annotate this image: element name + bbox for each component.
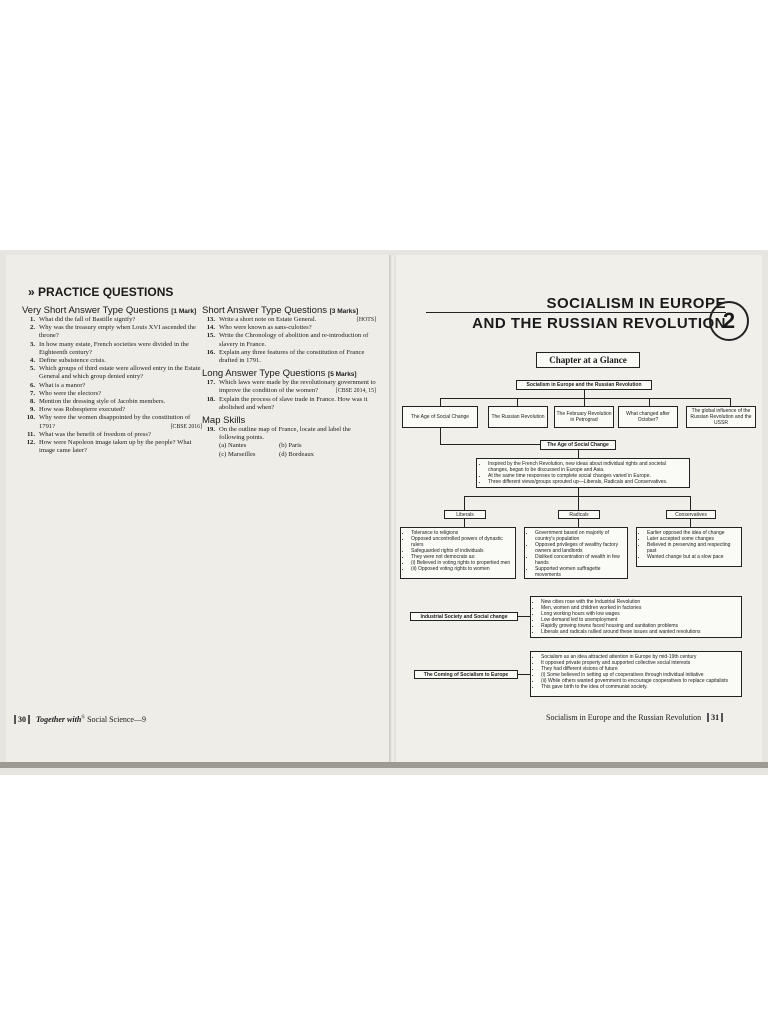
question-text: What is a manor? <box>39 381 86 389</box>
left-page <box>6 255 390 767</box>
question-item <box>202 332 376 348</box>
age-points-list <box>481 461 685 485</box>
question-number: 3. <box>30 340 35 348</box>
question-text: Mention the dressing style of Jacobin members. <box>39 398 166 406</box>
map-point: (d) Bordeaux <box>279 450 314 458</box>
question-text: Write the Chronology of abolition and re-introduction of slavery in France. <box>219 332 369 348</box>
socialism-point: • (ii) While others wanted government to encourage cooperatives to replace capitalists <box>541 678 738 684</box>
right-page-number: 31 <box>707 713 723 722</box>
question-number: 13. <box>206 316 215 323</box>
age-point: • Inspired by the French Revolution, new ideas about individual rights and societal changes, began to be discussed in Europe and Asia. <box>488 461 685 473</box>
question-item <box>22 324 202 340</box>
socialism-points-box <box>530 651 742 697</box>
radicals-point: • Government based on majority of country's population <box>535 530 624 542</box>
root-node: Socialism in Europe and the Russian Revolution <box>516 380 652 390</box>
question-item <box>22 439 202 455</box>
radicals-point: • Supported women suffragette movements <box>535 566 624 578</box>
age-points-box <box>476 458 690 488</box>
map-point: (c) Marseilles <box>219 450 256 458</box>
socialism-point: • Socialism as an idea attracted attention in Europe by mid-19th century <box>541 654 738 660</box>
question-text: Define subsistence crisis. <box>39 357 106 365</box>
radicals-node: Radicals <box>558 510 600 519</box>
socialism-points-list <box>534 654 738 690</box>
question-item <box>202 316 376 324</box>
question-number: 9. <box>30 406 35 414</box>
sa-list <box>202 316 376 365</box>
question-text: What was the benefit of freedom of press? <box>39 430 151 438</box>
radicals-box <box>524 527 628 579</box>
question-number: 17. <box>206 379 215 387</box>
liberals-point: • Opposed uncontrolled powers of dynastic rulers <box>411 536 512 548</box>
industrial-society-node: Industrial Society and Social change <box>410 612 518 621</box>
sa-section <box>202 305 376 459</box>
chapter-number-badge: 2 <box>709 301 749 341</box>
liberals-point: • They were not democrats as: <box>411 554 512 560</box>
map-point: (a) Nantes <box>219 442 247 450</box>
question-number: 6. <box>30 381 35 389</box>
age-point: • At the same time responses to complete social changes varied in Europe. <box>488 473 685 479</box>
vsa-list <box>22 316 202 455</box>
question-item <box>22 382 202 390</box>
liberals-point: • Safeguarded rights of individuals <box>411 548 512 554</box>
age-social-change-node: The Age of Social Change <box>540 440 616 450</box>
radicals-points-list <box>528 530 624 578</box>
radicals-point: • Opposed privileges of wealthy factory owners and landlords <box>535 542 624 554</box>
liberals-point: • Tolerance to religions <box>411 530 512 536</box>
vsa-section <box>22 305 202 455</box>
question-item <box>22 406 202 414</box>
left-footer: 30 Together with® Social Science—9 <box>14 715 146 724</box>
question-number: 16. <box>206 348 215 356</box>
socialism-point: • This gave birth to the idea of communist society. <box>541 684 738 690</box>
question-text: Why was the treasury empty when Louis XVI ascended the throne? <box>39 324 196 340</box>
liberals-points-list <box>404 530 512 572</box>
question-number: 4. <box>30 357 35 365</box>
liberals-point: • (i) Believed in voting rights to propertied men <box>411 560 512 566</box>
question-text: Who were the electors? <box>39 389 102 397</box>
radicals-point: • Disliked concentration of wealth in few hands <box>535 554 624 566</box>
conservatives-node: Conservatives <box>666 510 716 519</box>
conservatives-point: • Later accepted some changes <box>647 536 738 542</box>
double-chevron-icon: » <box>28 285 35 299</box>
conservatives-point: • Believed in preserving and respecting past <box>647 542 738 554</box>
question-item <box>22 365 202 381</box>
la-title: Long Answer Type Questions [5 Marks] <box>202 368 357 380</box>
page-bottom-edge <box>0 762 768 768</box>
question-item <box>202 324 376 332</box>
branch-node: The global influence of the Russian Revolution and the USSR <box>686 406 756 428</box>
left-page-number: 30 <box>14 715 30 724</box>
question-number: 14. <box>206 324 215 332</box>
socialism-point: • They had different visions of future <box>541 666 738 672</box>
question-number: 10. <box>26 414 35 422</box>
industrial-point: • Low demand led to unemployment <box>541 617 738 623</box>
question-text: Which laws were made by the revolutionary government to improve the condition of the women? [CBSE 2014, 15] <box>219 379 376 395</box>
question-number: 18. <box>206 395 215 403</box>
vsa-title: Very Short Answer Type Questions [1 Mark] <box>22 305 197 316</box>
question-text: In how many estate, French societies were divided in the Eighteenth century? <box>39 340 189 356</box>
industrial-point: • Men, women and children worked in factories <box>541 605 738 611</box>
la-list <box>202 379 376 412</box>
conservatives-point: • Wanted change but at a slow pace <box>647 554 738 560</box>
industrial-point: • Rapidly growing towns faced housing and sanitation problems <box>541 623 738 629</box>
socialism-point: • (i) Some believed in setting up of cooperatives through individual initiative <box>541 672 738 678</box>
question-item <box>202 426 376 442</box>
map-points <box>202 442 376 458</box>
question-text: How were Napoleon image taken up by the people? What image came later? <box>39 439 192 455</box>
chapter-title-line2: AND THE RUSSIAN REVOLUTION <box>426 312 726 332</box>
question-item <box>202 396 376 412</box>
conservatives-box <box>636 527 742 567</box>
question-number: 12. <box>26 439 35 447</box>
brand-subject: Social Science—9 <box>87 715 146 724</box>
right-footer-text: Socialism in Europe and the Russian Revolution <box>546 713 702 722</box>
industrial-points-list <box>534 599 738 635</box>
question-number: 2. <box>30 324 35 332</box>
question-text: On the outline map of France, locate and label the following points. <box>219 426 351 442</box>
age-point: • Three different views/groups sprouted up—Liberals, Radicals and Conservatives. <box>488 479 685 485</box>
question-item <box>22 414 202 430</box>
question-text: Explain the process of slave trade in France. How was it abolished and when? <box>219 395 368 411</box>
question-number: 1. <box>30 316 35 323</box>
industrial-point: • New cities rose with the Industrial Revolution <box>541 599 738 605</box>
question-item <box>22 357 202 365</box>
question-text: Why were the women disappointed by the constitution of 1791? [CBSE 2016] <box>39 414 202 430</box>
chapter-at-glance-label: Chapter at a Glance <box>536 352 640 368</box>
branch-node: The February Revolution in Petrograd <box>554 406 614 428</box>
question-text: What did the fall of Bastille signify? <box>39 316 136 323</box>
liberals-point: • (ii) Opposed voting rights to women <box>411 566 512 572</box>
liberals-node: Liberals <box>444 510 486 519</box>
question-number: 15. <box>206 332 215 340</box>
practice-heading: » PRACTICE QUESTIONS <box>28 285 174 299</box>
question-number: 11. <box>27 430 35 438</box>
right-footer <box>546 713 723 722</box>
sa-title: Short Answer Type Questions [3 Marks] <box>202 305 359 316</box>
coming-socialism-node: The Coming of Socialism to Europe <box>414 670 518 679</box>
socialism-point: • It opposed private property and supported collective social interests <box>541 660 738 666</box>
question-item <box>22 316 202 324</box>
branch-node: The Russian Revolution <box>488 406 548 428</box>
question-item <box>22 398 202 406</box>
question-number: 7. <box>30 389 35 397</box>
question-item <box>202 349 376 365</box>
question-text: How was Robespierre executed? <box>39 406 126 414</box>
map-title: Map Skills <box>202 415 246 427</box>
map-point: (b) Paris <box>279 442 302 450</box>
brand-name: Together with <box>36 715 82 724</box>
right-page <box>396 255 762 767</box>
question-tag: [CBSE 2016] <box>170 423 202 430</box>
question-tag: [CBSE 2014, 15] <box>335 388 376 395</box>
chapter-title-line1: SOCIALISM IN EUROPE <box>546 295 726 312</box>
liberals-box <box>400 527 516 579</box>
branch-node: The Age of Social Change <box>402 406 478 428</box>
question-number: 5. <box>30 365 35 373</box>
question-tag: [HOTS] <box>357 317 376 323</box>
question-number: 19. <box>206 426 215 434</box>
conservatives-point: • Earlier opposed the idea of change <box>647 530 738 536</box>
conservatives-points-list <box>640 530 738 560</box>
question-text: Write a short note on Estate General. [HOTS] <box>219 316 376 323</box>
industrial-points-box <box>530 596 742 638</box>
question-text: Explain any three features of the constitution of France drafted in 1791. <box>219 348 365 365</box>
industrial-point: • Long working hours with low wages <box>541 611 738 617</box>
question-item <box>22 431 202 439</box>
question-text: Which groups of third estate were allowed entry in the Estate General and which group denied entry? <box>39 365 201 381</box>
question-text: Who were known as sans-culottes? <box>219 324 312 332</box>
question-item <box>202 379 376 395</box>
map-list <box>202 426 376 442</box>
question-number: 8. <box>30 398 35 406</box>
branch-node: What changed after October? <box>618 406 678 428</box>
question-item <box>22 341 202 357</box>
question-item <box>22 390 202 398</box>
chapter-title <box>436 295 726 332</box>
industrial-point: • Liberals and radicals rallied around these issues and wanted revolutions <box>541 629 738 635</box>
